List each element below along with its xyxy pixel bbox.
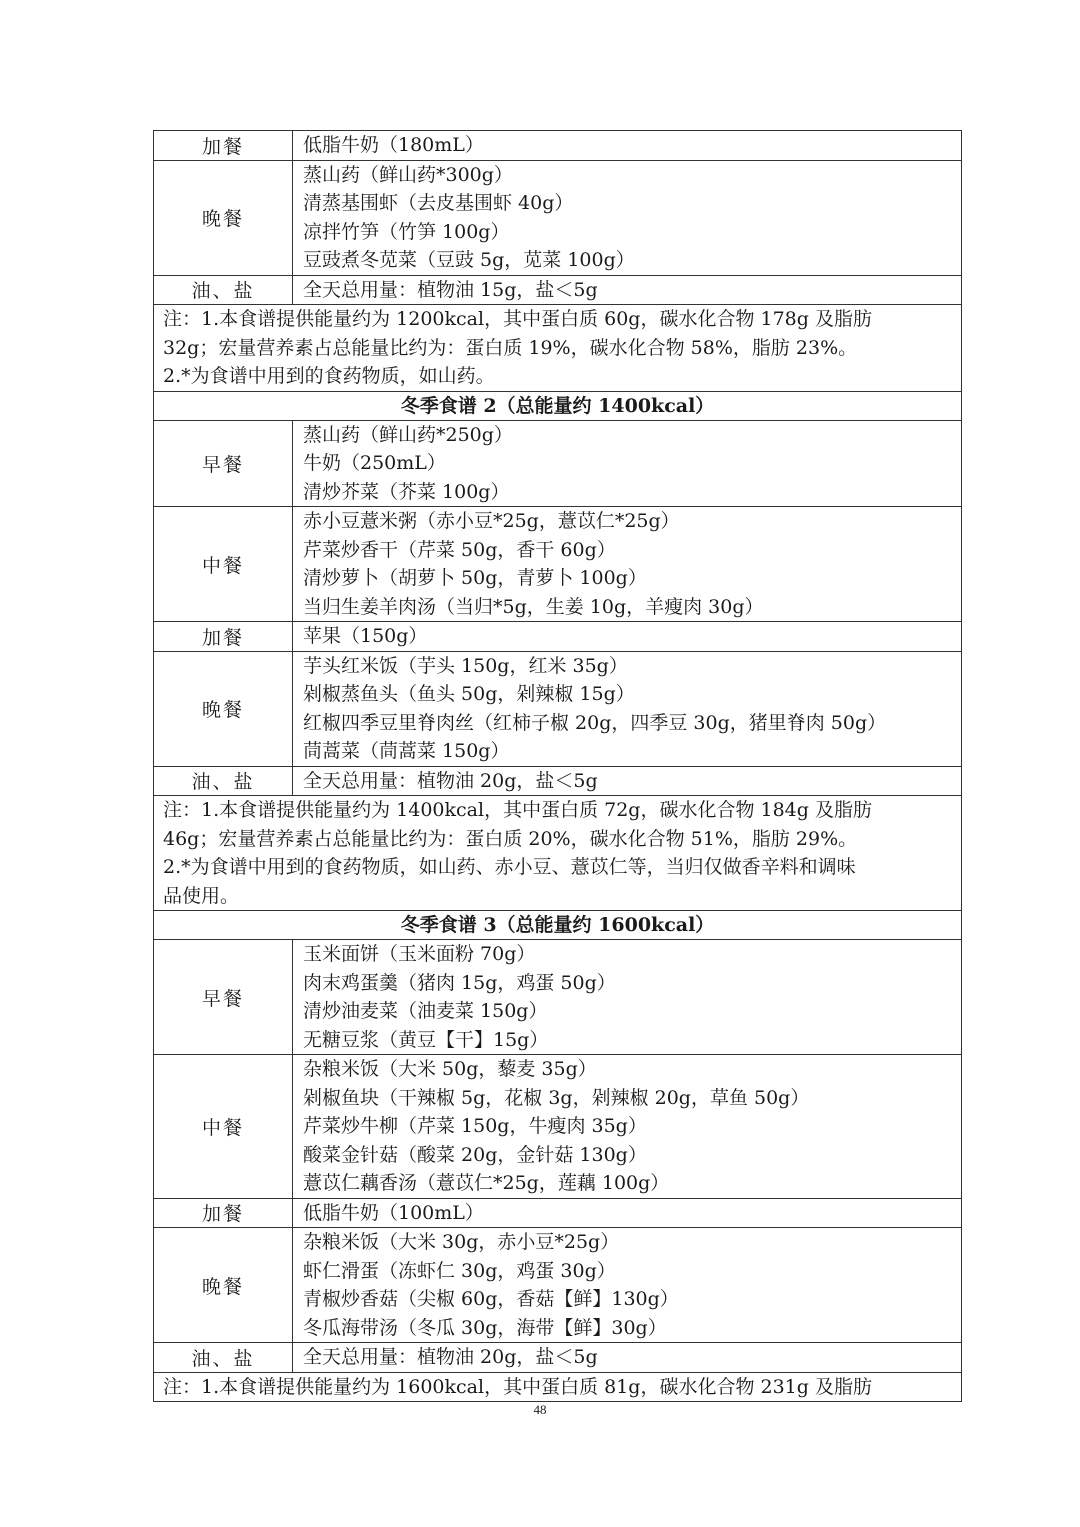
meal-items-cell bbox=[293, 1055, 962, 1199]
dish-item: 清炒油麦菜（油麦菜 150g） bbox=[303, 1000, 548, 1022]
meal-label: 加餐 bbox=[201, 135, 244, 158]
section-title: 冬季食谱 2（总能量约 1400kcal） bbox=[154, 391, 962, 420]
dish-item: 虾仁滑蛋（冻虾仁 30g，鸡蛋 30g） bbox=[303, 1259, 616, 1282]
meal-label: 油、盐 bbox=[191, 1347, 255, 1370]
dish-item: 杂粮米饭（大米 30g，赤小豆*25g） bbox=[303, 1231, 620, 1253]
meal-label: 加餐 bbox=[201, 1203, 244, 1226]
meal-items-cell bbox=[293, 131, 962, 161]
dish-item: 全天总用量：植物油 15g，盐＜5g bbox=[303, 278, 598, 301]
dish-item: 红椒四季豆里脊肉丝（红柿子椒 20g，四季豆 30g，猪里脊肉 50g） bbox=[303, 711, 887, 734]
meal-items-cell bbox=[293, 940, 962, 1055]
note-line: 注：1.本食谱提供能量约为 1600kcal，其中蛋白质 81g，碳水化合物 231g 及脂肪 bbox=[163, 1375, 872, 1398]
meal-label-cell bbox=[154, 1198, 293, 1228]
note-line: 2.*为食谱中用到的食药物质，如山药。 bbox=[163, 365, 495, 387]
recipe-table-body bbox=[154, 131, 962, 1402]
meal-label: 油、盐 bbox=[191, 771, 255, 794]
meal-label: 早餐 bbox=[201, 453, 244, 476]
dish-item: 芹菜炒牛柳（芹菜 150g，牛瘦肉 35g） bbox=[303, 1115, 647, 1137]
note-cell bbox=[154, 796, 962, 911]
dish-item: 冬瓜海带汤（冬瓜 30g，海带【鲜】30g） bbox=[303, 1316, 667, 1339]
table-row bbox=[154, 305, 962, 392]
dish-item: 当归生姜羊肉汤（当归*5g，生姜 10g，羊瘦肉 30g） bbox=[303, 595, 764, 618]
dish-item: 剁椒鱼块（干辣椒 5g，花椒 3g，剁辣椒 20g，草鱼 50g） bbox=[303, 1086, 810, 1109]
note-line: 32g；宏量营养素占总能量比约为：蛋白质 19%，碳水化合物 58%，脂肪 23%。 bbox=[163, 336, 858, 359]
dish-item: 清炒萝卜（胡萝卜 50g，青萝卜 100g） bbox=[303, 567, 647, 589]
table-row bbox=[154, 131, 962, 161]
note-cell bbox=[154, 1372, 962, 1402]
table-row bbox=[154, 507, 962, 622]
dish-item: 芹菜炒香干（芹菜 50g，香干 60g） bbox=[303, 538, 616, 561]
meal-label-cell bbox=[154, 622, 293, 652]
dish-item: 凉拌竹笋（竹笋 100g） bbox=[303, 220, 510, 243]
meal-label: 加餐 bbox=[201, 626, 244, 649]
meal-items-cell bbox=[293, 1343, 962, 1373]
dish-item: 赤小豆薏米粥（赤小豆*25g，薏苡仁*25g） bbox=[303, 510, 680, 532]
dish-item: 无糖豆浆（黄豆【干】15g） bbox=[303, 1028, 549, 1051]
dish-item: 低脂牛奶（100mL） bbox=[303, 1201, 484, 1224]
page-number: 48 bbox=[533, 1402, 547, 1417]
note-line: 2.*为食谱中用到的食药物质，如山药、赤小豆、薏苡仁等，当归仅做香辛料和调味 bbox=[163, 856, 856, 878]
meal-label-cell bbox=[154, 1055, 293, 1199]
table-row bbox=[154, 911, 962, 940]
meal-label: 晚餐 bbox=[201, 1275, 244, 1298]
table-row bbox=[154, 796, 962, 911]
note-line: 46g；宏量营养素占总能量比约为：蛋白质 20%，碳水化合物 51%，脂肪 29%。 bbox=[163, 827, 858, 850]
table-row bbox=[154, 1343, 962, 1373]
meal-label-cell bbox=[154, 940, 293, 1055]
dish-item: 低脂牛奶（180mL） bbox=[303, 134, 484, 156]
dish-item: 蒸山药（鲜山药*300g） bbox=[303, 163, 513, 186]
table-row bbox=[154, 766, 962, 796]
table-row bbox=[154, 1228, 962, 1343]
meal-label: 早餐 bbox=[201, 987, 244, 1010]
dish-item: 杂粮米饭（大米 50g，藜麦 35g） bbox=[303, 1058, 597, 1080]
meal-label-cell bbox=[154, 766, 293, 796]
note-line: 注：1.本食谱提供能量约为 1400kcal，其中蛋白质 72g，碳水化合物 184g 及脂肪 bbox=[163, 799, 872, 821]
meal-items-cell bbox=[293, 622, 962, 652]
document-page bbox=[153, 130, 963, 1402]
table-row bbox=[154, 1055, 962, 1199]
dish-item: 清蒸基围虾（去皮基围虾 40g） bbox=[303, 192, 574, 214]
dish-item: 牛奶（250mL） bbox=[303, 452, 446, 474]
meal-items-cell bbox=[293, 507, 962, 622]
note-line: 品使用。 bbox=[163, 884, 240, 907]
meal-items-cell bbox=[293, 420, 962, 507]
meal-label: 中餐 bbox=[201, 1116, 244, 1139]
meal-label: 中餐 bbox=[201, 554, 244, 577]
meal-label-cell bbox=[154, 420, 293, 507]
dish-item: 酸菜金针菇（酸菜 20g，金针菇 130g） bbox=[303, 1143, 647, 1166]
meal-label-cell bbox=[154, 1343, 293, 1373]
meal-label-cell bbox=[154, 507, 293, 622]
table-row bbox=[154, 275, 962, 305]
meal-items-cell bbox=[293, 766, 962, 796]
meal-label-cell bbox=[154, 651, 293, 766]
note-line: 注：1.本食谱提供能量约为 1200kcal，其中蛋白质 60g，碳水化合物 178g 及脂肪 bbox=[163, 308, 872, 330]
meal-label-cell bbox=[154, 131, 293, 161]
table-row bbox=[154, 940, 962, 1055]
meal-items-cell bbox=[293, 1228, 962, 1343]
dish-item: 豆豉煮冬苋菜（豆豉 5g，苋菜 100g） bbox=[303, 249, 635, 271]
table-row bbox=[154, 622, 962, 652]
table-row bbox=[154, 1198, 962, 1228]
dish-item: 玉米面饼（玉米面粉 70g） bbox=[303, 943, 536, 965]
dish-item: 蒸山药（鲜山药*250g） bbox=[303, 423, 513, 446]
dish-item: 剁椒蒸鱼头（鱼头 50g，剁辣椒 15g） bbox=[303, 683, 635, 705]
meal-items-cell bbox=[293, 651, 962, 766]
meal-label: 油、盐 bbox=[191, 280, 255, 303]
dish-item: 薏苡仁藕香汤（薏苡仁*25g，莲藕 100g） bbox=[303, 1172, 670, 1194]
section-title: 冬季食谱 3（总能量约 1600kcal） bbox=[154, 911, 962, 940]
dish-item: 芋头红米饭（芋头 150g，红米 35g） bbox=[303, 654, 628, 677]
dish-item: 全天总用量：植物油 20g，盐＜5g bbox=[303, 769, 598, 792]
meal-label-cell bbox=[154, 275, 293, 305]
table-row bbox=[154, 1372, 962, 1402]
meal-items-cell bbox=[293, 160, 962, 275]
table-row bbox=[154, 420, 962, 507]
dish-item: 苹果（150g） bbox=[303, 625, 428, 647]
meal-items-cell bbox=[293, 1198, 962, 1228]
meal-items-cell bbox=[293, 275, 962, 305]
table-row bbox=[154, 160, 962, 275]
dish-item: 肉末鸡蛋羹（猪肉 15g，鸡蛋 50g） bbox=[303, 971, 616, 994]
meal-label: 晚餐 bbox=[201, 208, 244, 230]
note-cell bbox=[154, 305, 962, 392]
recipe-table bbox=[153, 130, 962, 1402]
dish-item: 青椒炒香菇（尖椒 60g，香菇【鲜】130g） bbox=[303, 1288, 679, 1310]
meal-label: 晚餐 bbox=[201, 699, 244, 721]
dish-item: 茼蒿菜（茼蒿菜 150g） bbox=[303, 740, 510, 762]
dish-item: 清炒芥菜（芥菜 100g） bbox=[303, 480, 510, 503]
table-row bbox=[154, 391, 962, 420]
meal-label-cell bbox=[154, 1228, 293, 1343]
meal-label-cell bbox=[154, 160, 293, 275]
dish-item: 全天总用量：植物油 20g，盐＜5g bbox=[303, 1346, 598, 1368]
table-row bbox=[154, 651, 962, 766]
